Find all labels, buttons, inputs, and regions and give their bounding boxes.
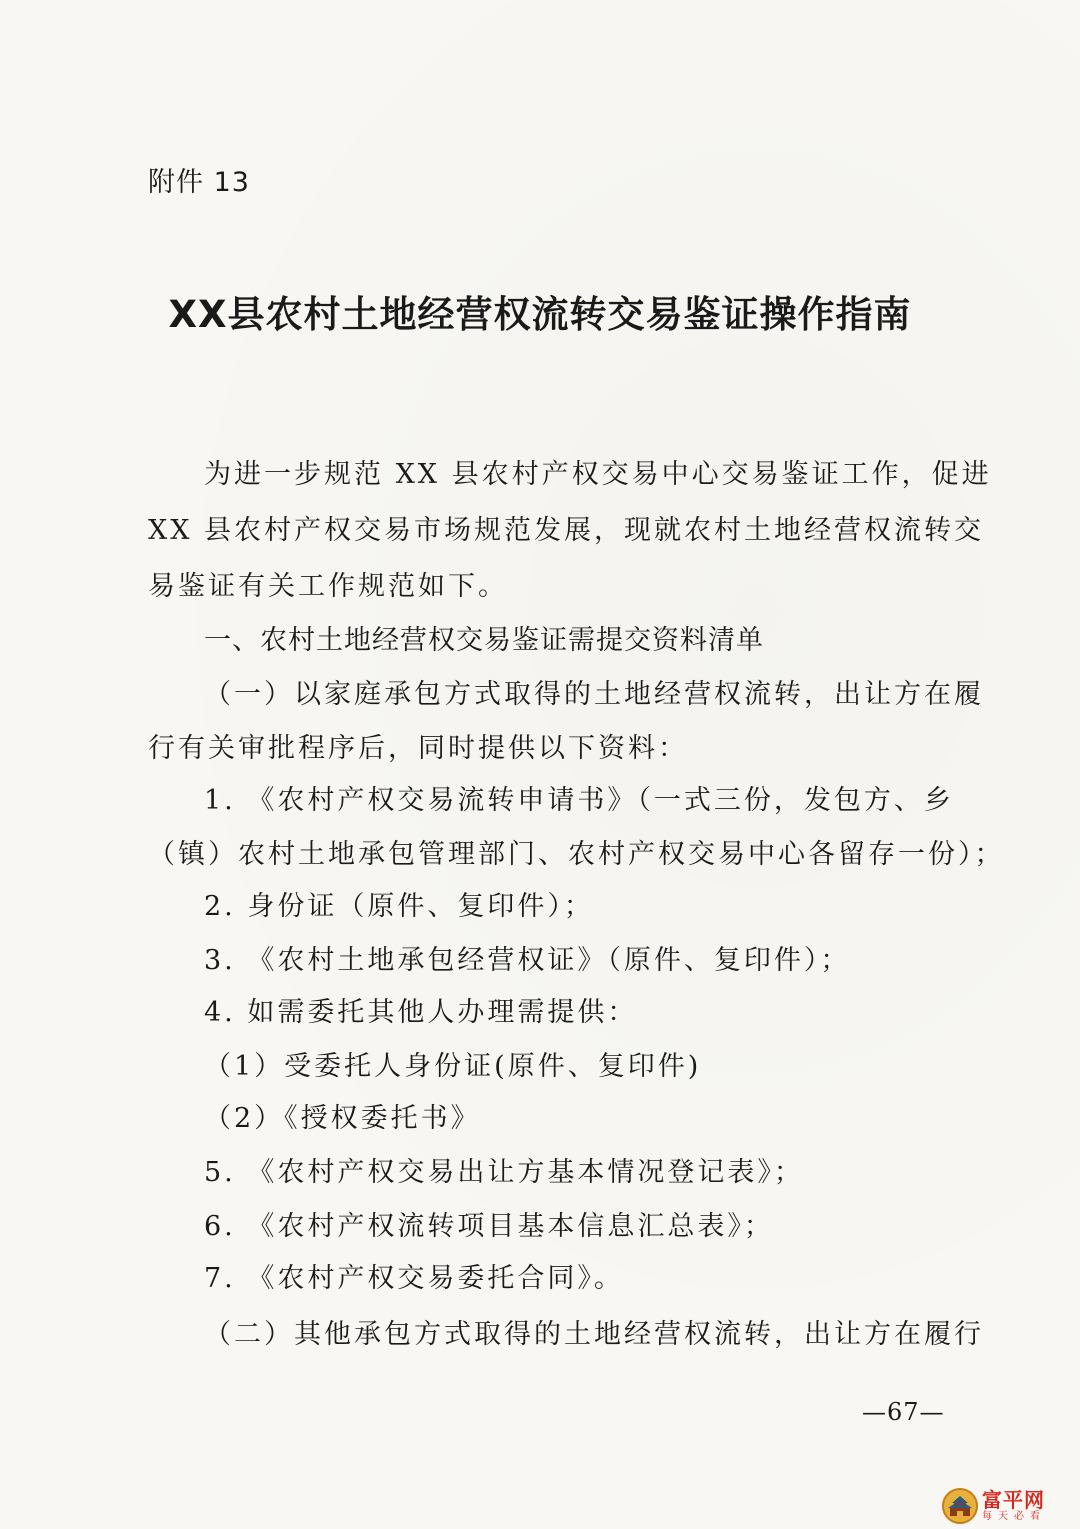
subsection-1-line-1: （一）以家庭承包方式取得的土地经营权流转，出让方在履 [204,679,984,710]
list-item-7: 7. 《农村产权交易委托合同》。 [204,1263,624,1294]
list-item-2: 2. 身份证（原件、复印件）； [204,891,594,922]
intro-line-1: 为进一步规范 XX 县农村产权交易中心交易鉴证工作，促进 [204,459,992,490]
annex-label: 附件 13 [148,167,250,198]
list-item-1-line-2: （镇）农村土地承包管理部门、农村产权交易中心各留存一份）； [148,839,1005,870]
section-heading: 一、农村土地经营权交易鉴证需提交资料清单 [204,625,764,656]
list-item-4-sub-2: （2）《授权委托书》 [204,1103,481,1134]
intro-line-3: 易鉴证有关工作规范如下。 [148,571,508,602]
list-item-4-sub-1: （1）受委托人身份证(原件、复印件) [204,1051,702,1082]
document-title: XX县农村土地经营权流转交易鉴证操作指南 [168,293,912,336]
list-item-3: 3. 《农村土地承包经营权证》（原件、复印件）； [204,945,851,976]
intro-line-2: XX 县农村产权交易市场规范发展，现就农村土地经营权流转交 [148,515,985,546]
list-item-5: 5. 《农村产权交易出让方基本情况登记表》； [204,1157,804,1188]
subsection-2-line-1: （二）其他承包方式取得的土地经营权流转，出让方在履行 [204,1319,984,1350]
list-item-1-line-1: 1. 《农村产权交易流转申请书》（一式三份，发包方、乡 [204,785,954,816]
gate-tower-icon [942,1488,978,1524]
watermark-site-name: 富平网 [982,1488,1045,1512]
watermark-tagline: 每天必看 [982,1511,1046,1522]
list-item-4: 4. 如需委托其他人办理需提供： [204,997,638,1028]
site-watermark [942,1486,1078,1526]
list-item-6: 6. 《农村产权流转项目基本信息汇总表》； [204,1211,774,1242]
subsection-1-line-2: 行有关审批程序后，同时提供以下资料： [148,733,688,764]
page-number: —67— [862,1398,945,1426]
